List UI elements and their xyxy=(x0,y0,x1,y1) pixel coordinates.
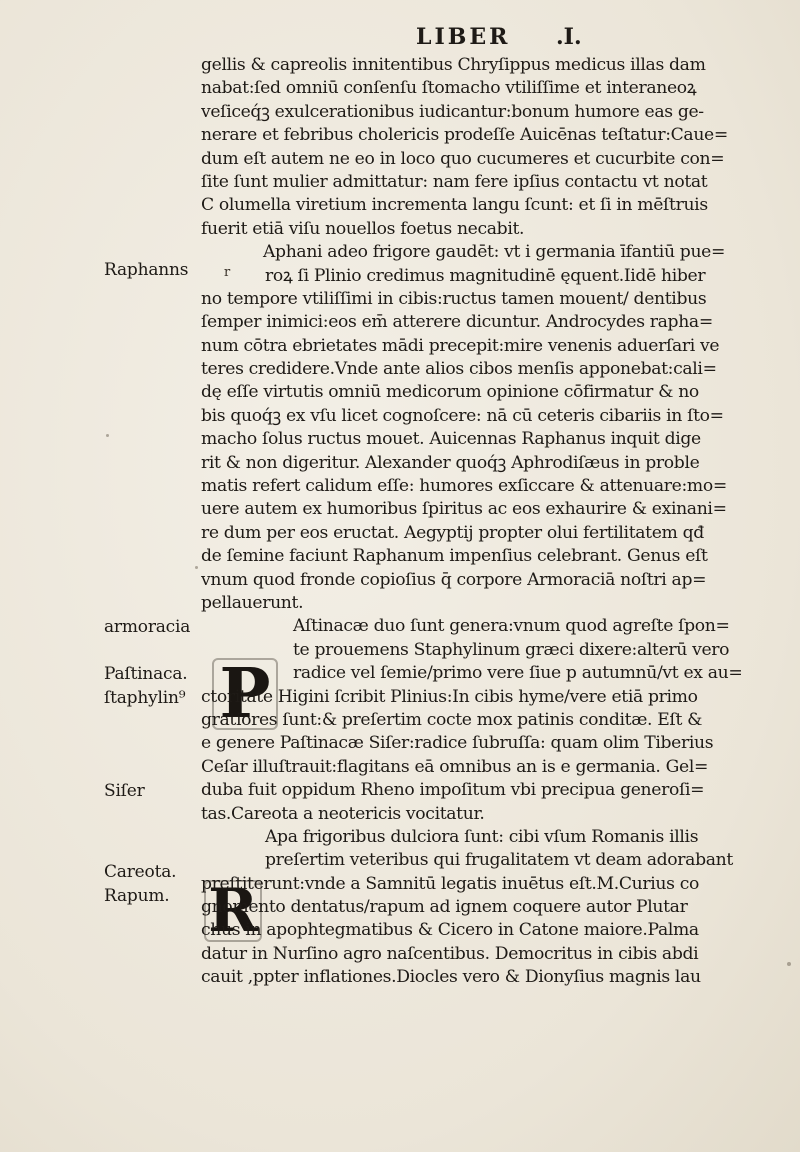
text-line: te prouemens Staphylinum græci dixere:alterū vero xyxy=(293,639,730,660)
text-line: preſertim veteribus qui frugalitatem vt deam adorabant xyxy=(265,850,733,871)
text-line: preſtiterunt:vnde a Samnitū legatis inuētus eſt.M.Curius co xyxy=(201,873,699,894)
text-line: radice vel ſemie/primo vere ſiue p autumnū/vt ex au= xyxy=(293,663,743,684)
text-line: uere autem ex humoribus ſpiritus ac eos exhaurire & exinani= xyxy=(201,499,727,520)
text-line: de ſemine faciunt Raphanum impenſius celebrant. Genus eſt xyxy=(201,546,708,567)
text-line: C olumella viretium incrementa langu ſcunt: et ſi in mēſtruis xyxy=(201,195,708,216)
initial-letter-r: R xyxy=(208,876,258,946)
body-text xyxy=(201,54,773,990)
marginal-raphanus: Raphanns xyxy=(104,260,189,280)
text-line: no tempore vtiliſſimi in cibis:ructus tamen mouent/ dentibus xyxy=(201,288,707,309)
marginal-rapum: Rapum. xyxy=(104,886,170,906)
text-line: Aphani adeo frigore gaudēt: vt i germania īfantiū pue= xyxy=(263,242,726,263)
text-line: nerare et febribus cholericis prodeſſe Auicēnas teſtatur:Caue= xyxy=(201,125,728,146)
text-line: duba fuit oppidum Rheno impoſitum vbi precipua generoſi= xyxy=(201,780,705,801)
text-line: ctoritate Higini ſcribit Plinius:In cibis hyme/vere etiā primo xyxy=(201,686,698,707)
marginal-pastinaca: Paſtinaca. xyxy=(104,664,188,684)
text-line: rit & non digeritur. Alexander quoq́ꝫ Aphrodiſæus in proble xyxy=(201,452,700,473)
marginal-careota: Careota. xyxy=(104,862,177,882)
text-line: macho ſolus ructus mouet. Auicennas Raphanus inquit dige xyxy=(201,429,701,450)
text-line: tas.Careota a neotericis vocitatur. xyxy=(201,803,485,824)
initial-letter-p: P xyxy=(219,654,271,734)
text-line: ſemper inimici:eos em̄ atterere dicuntur. Androcydes rapha= xyxy=(201,312,713,333)
text-line: chus in apophtegmatibus & Cicero in Catone maiore.Palma xyxy=(201,920,699,941)
text-line: cauit ,ppter inflationes.Diocles vero & Dionyſius magnis lau xyxy=(201,967,701,988)
text-line: roꝝ ſi Plinio credimus magnitudinē ęquent.Iidē hiber xyxy=(265,265,706,286)
text-line: Aſtinacæ duo ſunt genera:vnum quod agreſte ſpon= xyxy=(293,616,730,637)
text-line: gellis & capreolis innitentibus Chryſippus medicus illas dam xyxy=(201,55,706,75)
marginal-staphylinus: ſtaphylin⁹ xyxy=(104,688,186,708)
text-line: pellauerunt. xyxy=(201,592,304,613)
text-line: teres credidere.Vnde ante alios cibos menſis apponebat:cali= xyxy=(201,359,717,380)
running-head: LIBER xyxy=(416,24,511,50)
text-line: dum eſt autem ne eo in loco quo cucumeres et cucurbite con= xyxy=(201,148,725,169)
text-line: veſiceq́ꝫ exulcerationibus iudicantur:bonum humore eas ge- xyxy=(201,101,704,122)
text-line: bis quoq́ꝫ ex vſu licet cognoſcere: nā cū ceteris cibariis in ſto= xyxy=(201,405,724,426)
ink-speck xyxy=(195,566,198,569)
ink-speck xyxy=(787,962,791,966)
text-line: fuerit etiā viſu nouellos foetus necabit. xyxy=(201,218,525,239)
text-line: num cōtra ebrietates mādi precepit:mire venenis aduerſari ve xyxy=(201,335,720,356)
ink-speck xyxy=(106,434,109,437)
text-line: ſite ſunt mulier admittatur: nam fere ipſius contactu vt notat xyxy=(201,171,708,192)
guide-letter-r: r xyxy=(224,265,231,280)
text-line: Apa frigoribus dulciora ſunt: cibi vſum Romanis illis xyxy=(265,826,699,847)
text-line: Ceſar illuſtrauit:flagitans eā omnibus an is e germania. Gel= xyxy=(201,756,709,777)
marginal-armoracia: armoracia xyxy=(104,617,191,637)
text-line: matis refert calidum eſſe: humores exſiccare & attenuare:mo= xyxy=(201,476,727,497)
text-line: gratiores ſunt:& preſertim cocte mox patinis conditæ. Eſt & xyxy=(201,709,703,730)
text-line: dę eſſe virtutis omniū medicorum opinione cōfirmatur & no xyxy=(201,382,699,403)
text-line: vnum quod fronde copioſius q̄ corpore Armoraciā noſtri ap= xyxy=(201,569,707,590)
text-line: e genere Paſtinacæ Siſer:radice ſubruſſa: quam olim Tiberius xyxy=(201,733,714,754)
page-header xyxy=(0,24,800,54)
text-line: gnomento dentatus/rapum ad ignem coquere autor Plutar xyxy=(201,897,688,918)
text-line: re dum per eos eructat. Aegyptij propter olui fertilitatem qđ xyxy=(201,522,704,543)
book-number: .I. xyxy=(556,24,582,50)
text-line: nabat:ſed omniū conſenſu ſtomacho vtiliſſime et interaneoꝝ xyxy=(201,78,697,99)
text-line: datur in Nurſino agro naſcentibus. Democritus in cibis abdi xyxy=(201,943,699,964)
marginal-siser: Siſer xyxy=(104,781,145,801)
